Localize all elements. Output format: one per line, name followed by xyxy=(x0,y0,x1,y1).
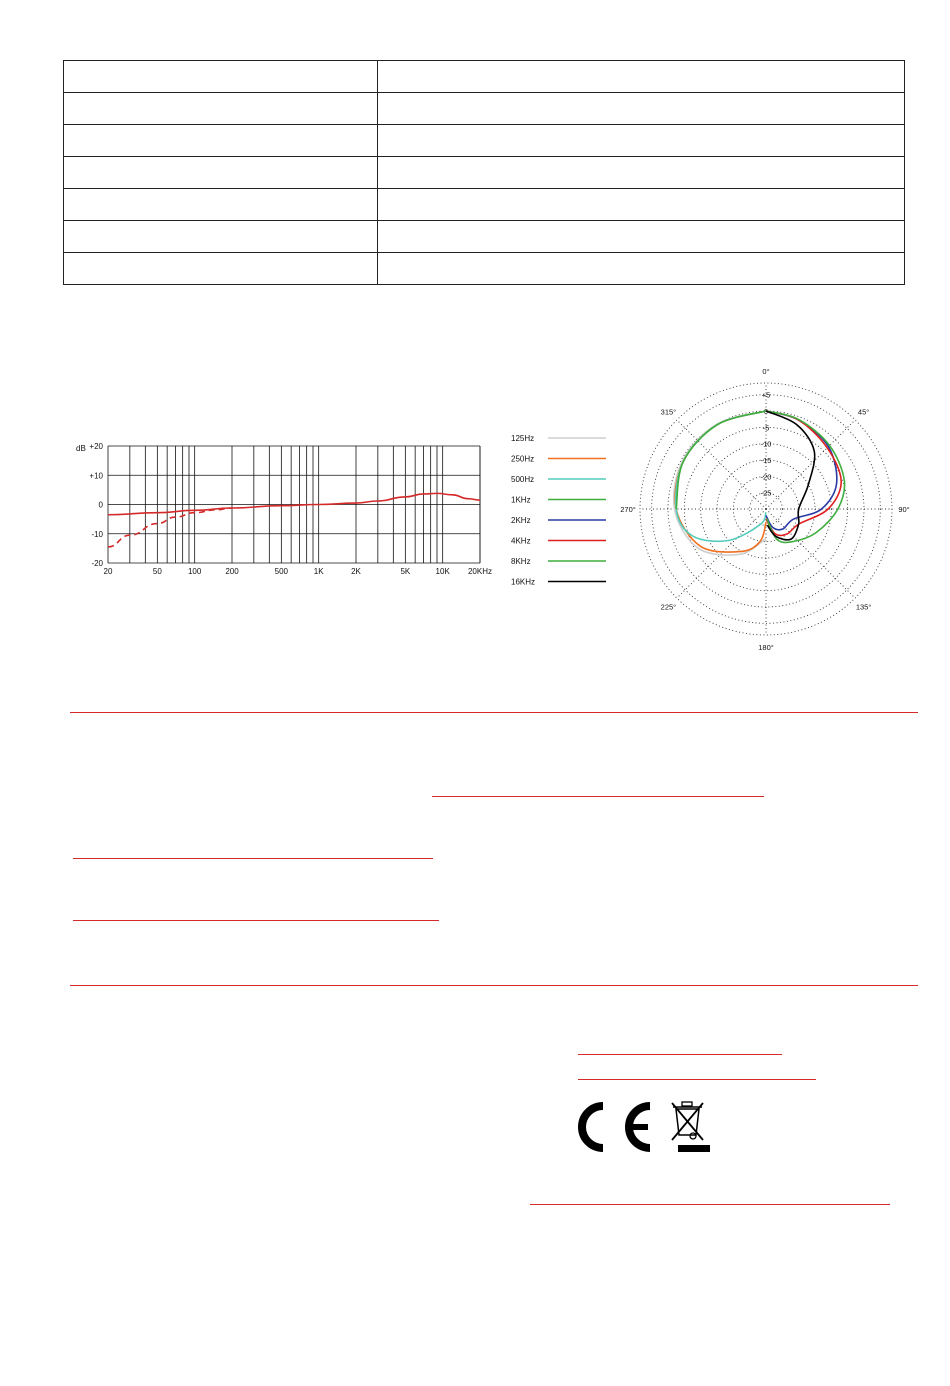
legend-label: 2KHz xyxy=(511,516,531,525)
table-row xyxy=(64,93,905,125)
polar-spoke xyxy=(766,420,855,509)
underline xyxy=(530,1204,890,1205)
x-tick-label: 50 xyxy=(152,567,162,576)
angle-label: 45° xyxy=(857,407,870,417)
radial-label: +5 xyxy=(761,390,771,400)
polar-curve xyxy=(676,411,766,541)
compliance-marks xyxy=(575,1098,720,1158)
radial-label: -10 xyxy=(760,439,772,449)
chart-tick-labels xyxy=(89,442,492,576)
legend-label: 500Hz xyxy=(511,475,535,484)
table-row xyxy=(64,125,905,157)
y-axis-label: dB xyxy=(76,444,86,453)
radial-label: -5 xyxy=(762,423,770,433)
polar-labels xyxy=(620,367,909,652)
x-tick-label: 10K xyxy=(435,567,450,576)
y-tick-label: +20 xyxy=(89,442,103,451)
polar-series xyxy=(674,411,845,555)
response-curve-solid xyxy=(108,493,480,514)
legend-label: 125Hz xyxy=(511,434,535,443)
angle-label: 225° xyxy=(660,602,677,612)
spec-value xyxy=(378,93,905,125)
spec-value xyxy=(378,189,905,221)
spec-value xyxy=(378,61,905,93)
x-tick-label: 5K xyxy=(400,567,411,576)
polar-spoke xyxy=(766,509,855,598)
table-row xyxy=(64,221,905,253)
spec-label xyxy=(64,125,378,157)
y-tick-label: -10 xyxy=(91,529,103,539)
table-row xyxy=(64,253,905,285)
x-tick-label: 100 xyxy=(187,567,202,576)
weee-bin-icon xyxy=(672,1102,710,1152)
legend-label: 8KHz xyxy=(511,557,531,566)
underline xyxy=(432,796,764,797)
polar-grid xyxy=(640,383,892,635)
underline xyxy=(578,1054,782,1055)
table-row xyxy=(64,157,905,189)
spec-label xyxy=(64,61,378,93)
y-tick-label: -20 xyxy=(91,559,103,568)
legend-label: 16KHz xyxy=(511,577,536,587)
underline xyxy=(73,920,439,921)
spec-value xyxy=(378,253,905,285)
x-tick-label: 2K xyxy=(351,567,361,576)
angle-label: 315° xyxy=(660,407,677,417)
polar-curve xyxy=(676,411,766,509)
frequency-response-chart xyxy=(70,435,500,585)
x-tick-label: 1K xyxy=(313,567,324,576)
spec-value xyxy=(378,221,905,253)
underline xyxy=(73,858,433,859)
legend-label: 1KHz xyxy=(511,495,531,505)
underline xyxy=(578,1079,816,1080)
spec-label xyxy=(64,253,378,285)
spec-table xyxy=(63,60,905,285)
x-tick-label: 200 xyxy=(225,567,239,576)
polar-pattern-chart xyxy=(620,367,912,653)
angle-label: 270° xyxy=(620,505,636,514)
radial-label: -20 xyxy=(760,472,772,482)
polar-spoke xyxy=(677,420,766,509)
spec-label xyxy=(64,189,378,221)
spec-value xyxy=(378,125,905,157)
polar-curve xyxy=(766,411,845,542)
spec-label xyxy=(64,93,378,125)
polar-legend xyxy=(505,430,615,590)
polar-spoke xyxy=(677,509,766,598)
chart-grid xyxy=(108,446,480,563)
legend-label: 250Hz xyxy=(511,454,535,464)
section-divider xyxy=(70,985,918,986)
angle-label: 180° xyxy=(758,643,774,652)
chart-series xyxy=(108,493,480,547)
legend-label: 4KHz xyxy=(511,536,531,546)
ce-mark-icon xyxy=(582,1106,650,1148)
section-divider xyxy=(70,712,918,713)
x-tick-label: 20KHz xyxy=(467,567,493,576)
y-tick-label: +10 xyxy=(89,471,103,481)
angle-label: 0° xyxy=(762,367,770,376)
y-tick-label: 0 xyxy=(98,500,103,510)
spec-label xyxy=(64,157,378,189)
angle-label: 135° xyxy=(855,602,872,612)
x-tick-label: 20 xyxy=(103,567,113,576)
radial-label: -25 xyxy=(760,488,772,498)
table-row xyxy=(64,189,905,221)
radial-label: -15 xyxy=(760,456,772,465)
angle-label: 90° xyxy=(898,505,910,514)
radial-label: 0 xyxy=(763,407,769,416)
table-row xyxy=(64,61,905,93)
spec-value xyxy=(378,157,905,189)
spec-label xyxy=(64,221,378,253)
x-tick-label: 500 xyxy=(274,567,289,576)
